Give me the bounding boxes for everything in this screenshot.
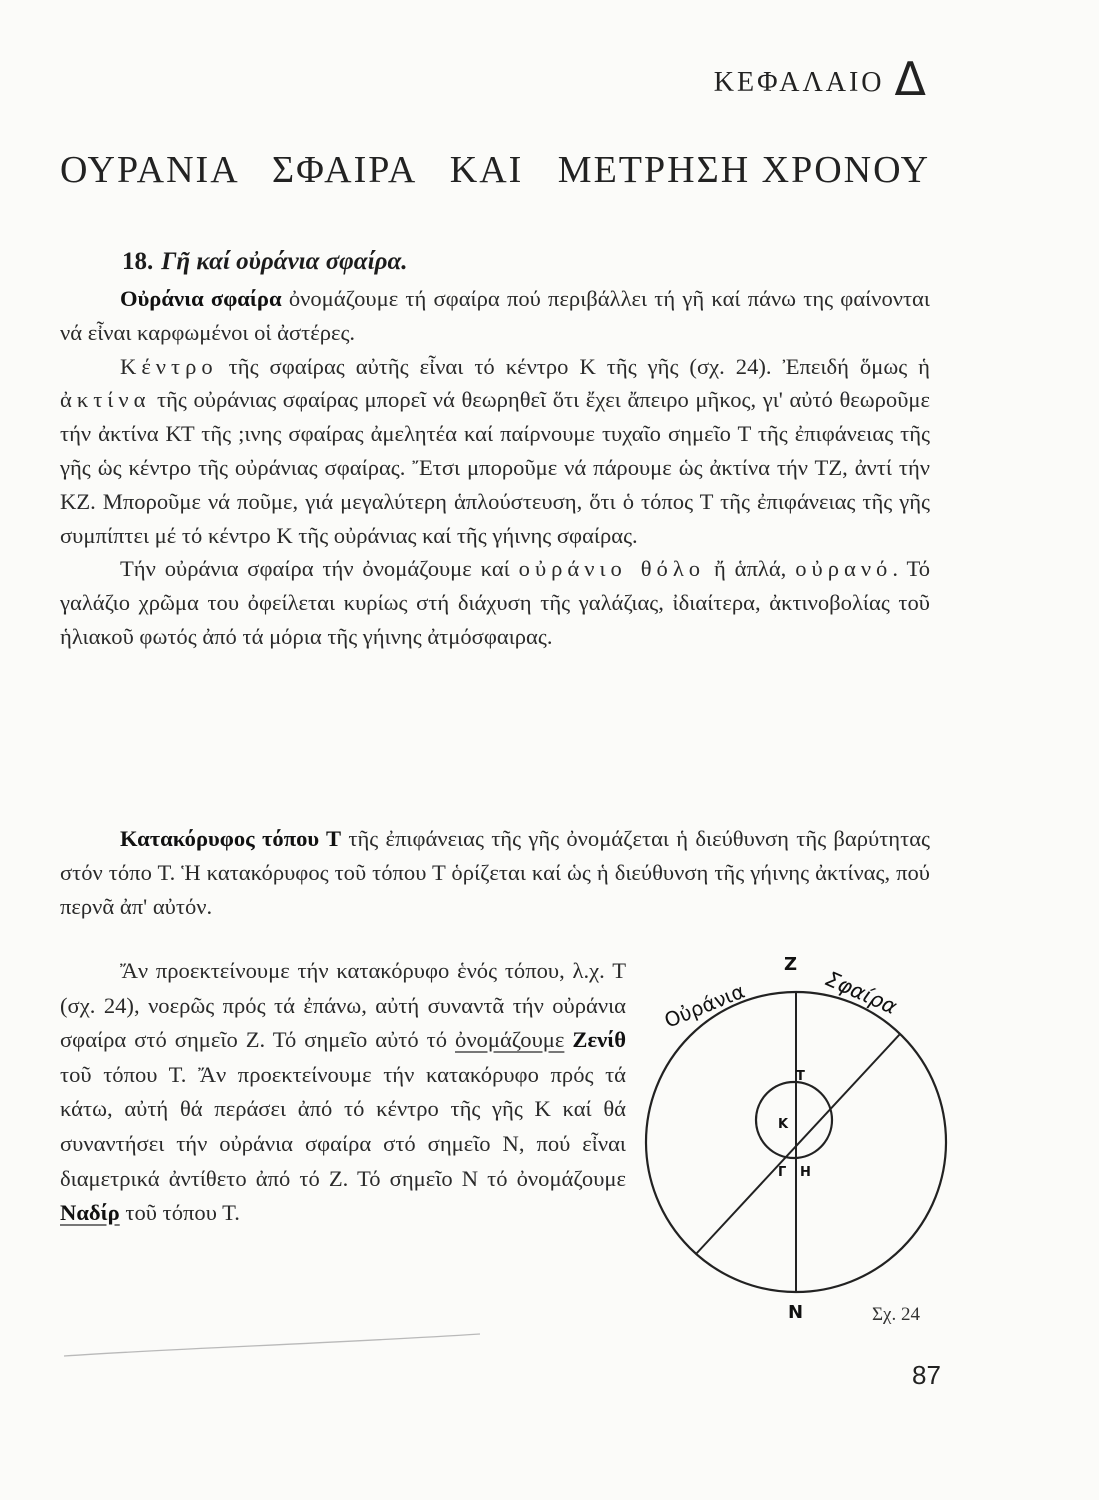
pen-underline-stroke	[62, 1310, 482, 1360]
definition-text: ὀνομάζουμε τή σφαίρα πού περιβάλλει τή γῆ καί πάνω της φαίνονται νά εἶναι καρφωμένοι οἱ ἀστέρες.	[60, 286, 930, 345]
chapter-heading	[714, 52, 929, 106]
underlined-word: ὀνομάζουμε	[455, 1027, 565, 1053]
chapter-letter: Δ	[894, 52, 929, 106]
term-nadir: Ναδίρ	[60, 1200, 120, 1226]
diameter-line	[696, 1034, 900, 1254]
page-number: 87	[912, 1360, 941, 1390]
zenith-nadir-text	[60, 954, 626, 1231]
term-centre: Κέντρο	[120, 353, 218, 379]
centre-text-a: τῆς σφαίρας αὐτῆς εἶναι τό κέντρο Κ τῆς γῆς (σχ. 24). Ἐπειδή ὅμως ἡ	[217, 353, 930, 379]
nadir-text: τοῦ τόπου Τ.	[119, 1200, 240, 1226]
figure-caption: Σχ. 24	[872, 1304, 920, 1325]
zenith-text-a: Ἄν προεκτείνουμε τήν κατακόρυφο ἑνός τόπου, λ.χ. Τ (σχ. 24), νοερῶς πρός τά ἐπάνω, αὐτή συναντᾶ τήν οὐράνια σφαίρα στό σημεῖο Ζ. Τό σημεῖο αὐτό τό	[60, 958, 626, 1053]
label-sphere: Σφαίρα	[821, 966, 901, 1020]
dome-text-a: Τήν οὐράνια σφαίρα τήν ὀνομάζουμε καί	[120, 556, 519, 582]
term-sky: οὐρανό	[795, 556, 893, 582]
label-H: H	[800, 1165, 811, 1180]
paragraph-vertical	[60, 822, 930, 923]
vertical-text: τῆς ἐπιφάνειας τῆς γῆς ὀνομάζεται ἡ διεύθυνση τῆς βαρύτητας στόν τόπο Τ. Ἡ κατακόρυφος τοῦ τόπου Τ ὁρίζεται καί ὡς ἡ διεύθυνση τῆς γήινης ἀκτίνας, πού περνᾶ ἀπ' αὐτόν.	[60, 826, 930, 919]
section-heading	[122, 248, 408, 276]
zenith-text-b: τοῦ τόπου Τ. Ἄν προεκτείνουμε τήν κατακόρυφο πρός τά κάτω, αὐτή θά περάσει ἀπό τό κέντρο τῆς γῆς Κ καί θά συναντήσει τήν οὐράνια σφαίρα στό σημεῖο Ν, πού εἶναι διαμετρικά ἀντίθετο ἀπό τό Ζ. Τό σημεῖο Ν τό ὀνομάζουμε	[60, 1061, 626, 1191]
dome-text-b: ἤ ἁπλά,	[705, 556, 796, 582]
definition-centre	[60, 350, 930, 553]
label-T: T	[796, 1069, 805, 1084]
centre-text-b: τῆς οὐράνιας σφαίρας μπορεῖ νά θεωρηθεῖ ὅτι ἔχει ἄπειρο μῆκος, γι' αὐτό θεωροῦμε τήν ἀκτίνα ΚΤ τῆς ;ινης σφαίρας ἀμελητέα καί παίρνουμε τυχαῖο σημεῖο Τ τῆς ἐπιφάνειας τῆς γῆς ὡς κέντρο τῆς οὐράνιας σφαίρας. Ἔτσι μποροῦμε νά πάρουμε ὡς ἀκτίνα τήν ΤΖ, ἀντί τήν ΚΖ. Μποροῦμε νά ποῦμε, γιά μεγαλύτερη ἁπλούστευση, ὅτι ὁ τόπος Τ τῆς ἐπιφάνειας τῆς γῆς συμπίπτει μέ τό κέντρο Κ τῆς οὐράνιας καί τῆς γήινης σφαίρας.	[60, 387, 930, 548]
paragraph-celestial-sphere	[60, 282, 930, 654]
definition-celestial-sphere	[60, 282, 930, 350]
chapter-title: ΟΥΡΑΝΙΑ ΣΦΑΙΡΑ ΚΑΙ ΜΕΤΡΗΣΗ ΧΡΟΝΟΥ	[60, 149, 931, 191]
paragraph-zenith-nadir	[60, 954, 626, 1231]
section-title: Γῆ καί οὐράνια σφαίρα.	[161, 248, 408, 275]
term-vertical: Κατακόρυφος τόπου Τ	[120, 826, 342, 851]
vertical-definition	[60, 822, 930, 923]
label-nadir: N	[788, 1302, 804, 1322]
label-celestial: Οὐράνια	[660, 978, 749, 1033]
chapter-label: ΚΕΦΑΛΑΙΟ	[713, 67, 885, 98]
term-sky-dome: οὐράνιο θόλο	[518, 556, 706, 582]
section-number: 18.	[122, 248, 154, 275]
figure-celestial-sphere	[628, 942, 958, 1322]
dome-text-c: . Τό γαλάζιο χρῶμα του ὀφείλεται κυρίως στή διάχυση τῆς γαλάζιας, ἰδιαίτερα, ἀκτινοβολίας τοῦ ἡλιακοῦ φωτός ἀπό τά μόρια τῆς γήινης ἀτμόσφαιρας.	[60, 556, 930, 649]
term-celestial-sphere: Οὐράνια σφαίρα	[120, 286, 282, 311]
label-K: K	[778, 1117, 789, 1132]
term-zenith: Ζενίθ	[572, 1027, 627, 1053]
definition-sky-dome	[60, 552, 930, 653]
label-zenith: Z	[784, 954, 798, 975]
label-Gamma: Γ	[778, 1165, 787, 1180]
term-radius: ἀκτίνα	[60, 387, 151, 413]
